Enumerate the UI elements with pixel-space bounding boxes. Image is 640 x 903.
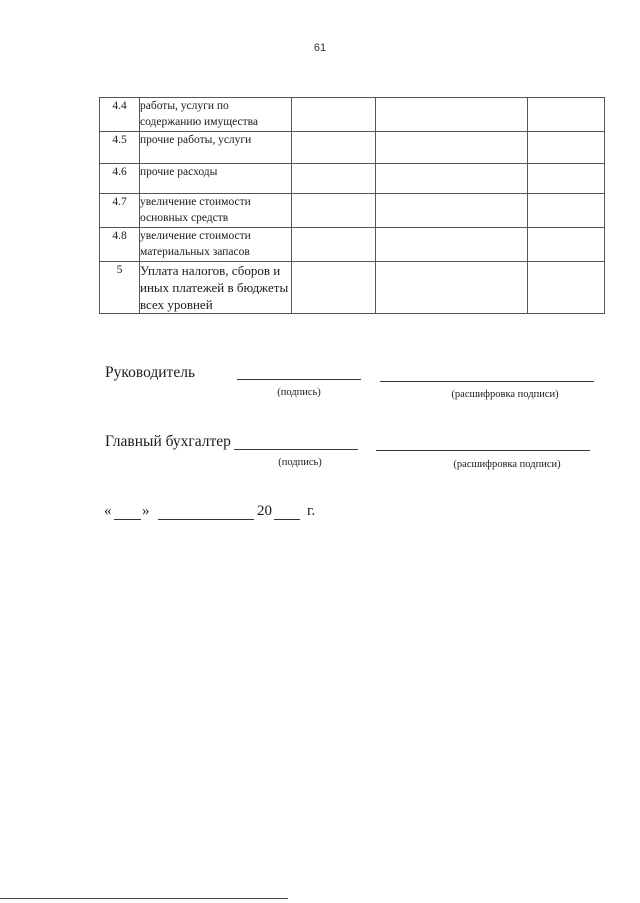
accountant-decipher-caption: (расшифровка подписи)	[453, 459, 561, 470]
row-label: увеличение стоимости основных средств	[140, 194, 292, 228]
table-row	[100, 98, 605, 132]
date-year-line	[274, 519, 300, 520]
table-cell	[528, 228, 605, 262]
table-row	[100, 228, 605, 262]
table-cell	[528, 164, 605, 194]
table-cell	[292, 98, 376, 132]
row-number: 4.7	[100, 194, 140, 228]
table-cell	[376, 164, 528, 194]
table-cell	[292, 262, 376, 314]
row-label: увеличение стоимости материальных запасов	[140, 228, 292, 262]
expenses-table	[99, 97, 605, 314]
table-cell	[376, 194, 528, 228]
date-year-prefix: 20	[257, 503, 272, 519]
table-cell	[528, 98, 605, 132]
accountant-signature-line	[234, 449, 358, 450]
accountant-label: Главный бухгалтер	[105, 433, 231, 450]
row-label: работы, услуги по содержанию имущества	[140, 98, 292, 132]
accountant-signature-caption: (подпись)	[278, 457, 322, 468]
row-label: прочие расходы	[140, 164, 292, 194]
row-number: 4.5	[100, 132, 140, 164]
table-cell	[292, 164, 376, 194]
footnote-separator	[0, 898, 288, 899]
director-label: Руководитель	[105, 364, 196, 381]
director-signature-line	[237, 379, 361, 380]
director-signature-caption: (подпись)	[277, 387, 321, 398]
table-cell	[292, 194, 376, 228]
table-cell	[376, 132, 528, 164]
table-row	[100, 132, 605, 164]
table-cell	[376, 228, 528, 262]
row-number: 4.4	[100, 98, 140, 132]
table-cell	[376, 262, 528, 314]
row-label: Уплата налогов, сборов и иных платежей в бюджеты всех уровней	[140, 262, 292, 314]
table-cell	[528, 132, 605, 164]
table-cell	[528, 194, 605, 228]
accountant-decipher-line	[376, 450, 590, 451]
table-cell	[292, 228, 376, 262]
row-number: 5	[100, 262, 140, 314]
date-month-line	[158, 519, 254, 520]
row-number: 4.6	[100, 164, 140, 194]
table-row	[100, 262, 605, 314]
table-cell	[292, 132, 376, 164]
date-open-quote: «	[104, 503, 112, 519]
table-cell	[376, 98, 528, 132]
date-year-suffix: г.	[307, 503, 316, 519]
date-close-quote: »	[142, 503, 150, 519]
row-number: 4.8	[100, 228, 140, 262]
director-decipher-line	[380, 381, 594, 382]
director-decipher-caption: (расшифровка подписи)	[451, 389, 559, 400]
row-label: прочие работы, услуги	[140, 132, 292, 164]
table-row	[100, 164, 605, 194]
date-day-line	[114, 519, 141, 520]
page-number: 61	[313, 42, 327, 54]
table-cell	[528, 262, 605, 314]
table-row	[100, 194, 605, 228]
